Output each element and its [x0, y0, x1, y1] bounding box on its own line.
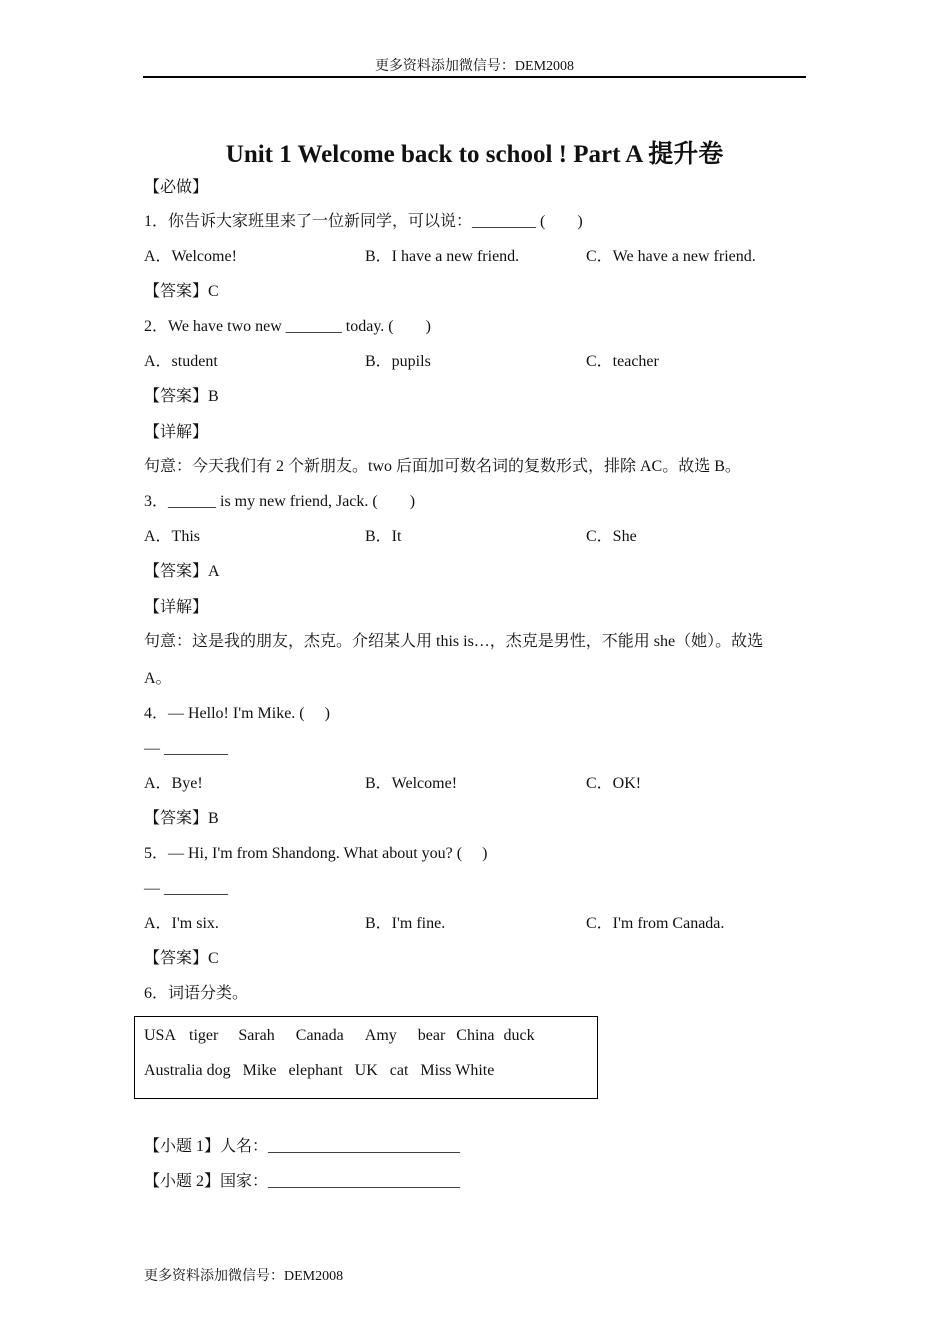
question-2-option-a: A．student: [144, 353, 218, 370]
word-bank-box: [134, 1016, 598, 1099]
word-bank-line-2: [144, 1061, 494, 1081]
page-header: 更多资料添加微信号：DEM2008: [143, 58, 806, 78]
word-item: Mike: [242, 1062, 277, 1079]
question-3-explanation-line-1: 句意：这是我的朋友，杰克。介绍某人用 this is…，杰克是男性，不能用 she（她）。故选: [144, 633, 764, 650]
question-6-stem: 6．词语分类。: [144, 985, 249, 1002]
word-item: tiger: [189, 1027, 219, 1044]
question-5-answer: 【答案】C: [144, 950, 219, 967]
document-title: Unit 1 Welcome back to school ! Part A 提升卷: [225, 141, 724, 168]
word-item: China: [456, 1027, 495, 1044]
question-3-explanation-line-2: A。: [144, 670, 172, 687]
question-4-blank: — ________: [144, 740, 228, 757]
word-item: bear: [417, 1027, 446, 1044]
question-5-option-c: C．I'm from Canada.: [586, 915, 725, 932]
page-footer: 更多资料添加微信号：DEM2008: [144, 1269, 344, 1284]
question-3-option-a: A．This: [144, 528, 201, 545]
word-item: Sarah: [238, 1027, 275, 1044]
question-2-explain-label: 【详解】: [144, 424, 209, 441]
question-1-answer: 【答案】C: [144, 283, 219, 300]
question-2-option-b: B．pupils: [365, 353, 431, 370]
question-1-option-c: C．We have a new friend.: [586, 248, 756, 265]
question-2-option-c: C．teacher: [586, 353, 659, 370]
word-bank-line-1: [144, 1026, 535, 1046]
question-1-stem: 1．你告诉大家班里来了一位新同学，可以说：________ ( ): [144, 213, 583, 230]
word-item: UK: [354, 1062, 378, 1079]
word-item: cat: [389, 1062, 409, 1079]
question-4-option-c: C．OK!: [586, 775, 642, 792]
word-item: USA: [144, 1027, 177, 1044]
question-6-sub-1: 【小题 1】人名：________________________: [144, 1138, 461, 1155]
question-3-answer: 【答案】A: [144, 563, 220, 580]
word-item: Amy: [364, 1027, 397, 1044]
word-item: Australia dog: [144, 1062, 231, 1079]
word-item: Miss White: [420, 1062, 495, 1079]
question-4-option-b: B．Welcome!: [365, 775, 458, 792]
question-4-option-a: A．Bye!: [144, 775, 203, 792]
question-2-explanation: 句意：今天我们有 2 个新朋友。two 后面加可数名词的复数形式，排除 AC。故选 B。: [144, 458, 741, 475]
word-item: duck: [503, 1027, 535, 1044]
question-5-option-a: A．I'm six.: [144, 915, 219, 932]
question-5-blank: — ________: [144, 880, 228, 897]
question-3-explain-label: 【详解】: [144, 599, 209, 616]
question-5-stem: 5．— Hi, I'm from Shandong. What about you? ( ): [144, 845, 488, 862]
question-3-option-b: B．It: [365, 528, 402, 545]
word-item: elephant: [288, 1062, 343, 1079]
question-6-sub-2: 【小题 2】国家：________________________: [144, 1173, 461, 1190]
word-item: Canada: [295, 1027, 344, 1044]
question-4-answer: 【答案】B: [144, 810, 219, 827]
question-2-stem: 2．We have two new _______ today. ( ): [144, 318, 431, 335]
question-1-option-b: B．I have a new friend.: [365, 248, 520, 265]
question-4-stem: 4．— Hello! I'm Mike. ( ): [144, 705, 330, 722]
section-required-label: 【必做】: [144, 179, 209, 196]
question-5-option-b: B．I'm fine.: [365, 915, 446, 932]
question-1-option-a: A．Welcome!: [144, 248, 237, 265]
question-2-answer: 【答案】B: [144, 388, 219, 405]
question-3-stem: 3．______ is my new friend, Jack. ( ): [144, 493, 416, 510]
question-3-option-c: C．She: [586, 528, 637, 545]
